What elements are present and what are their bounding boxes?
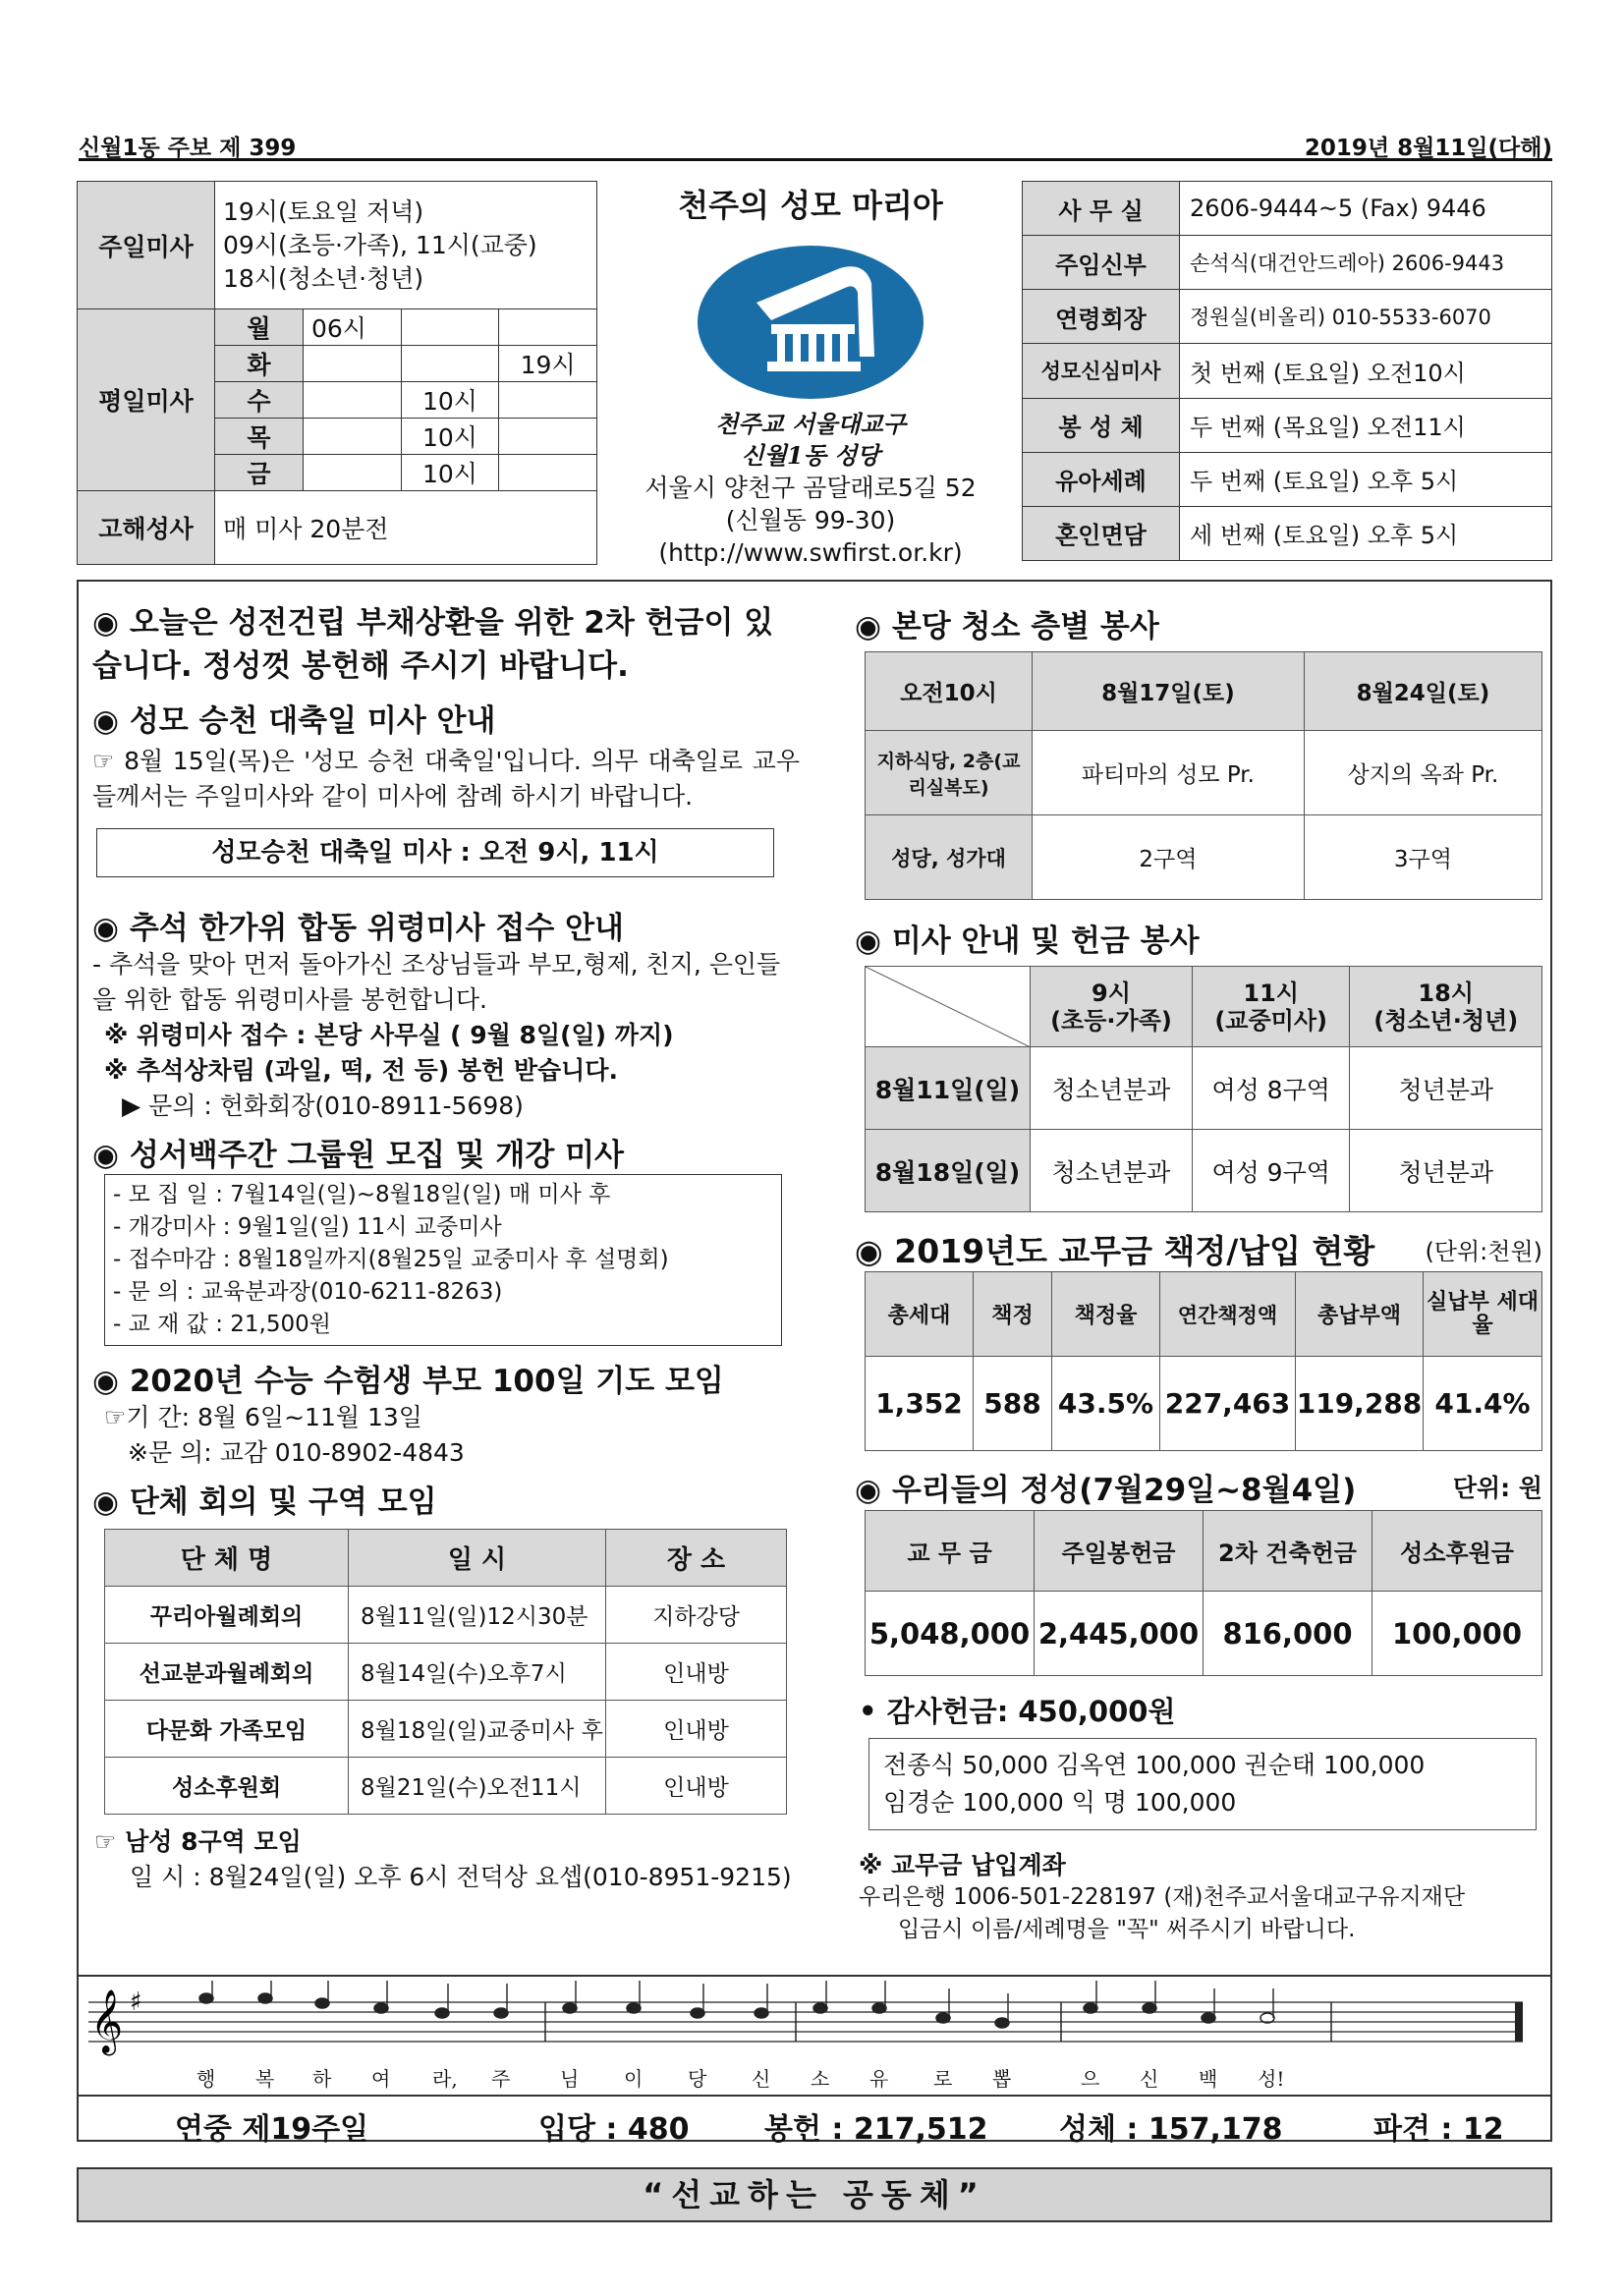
bible-line: - 교 재 값 : 21,500원 bbox=[113, 1312, 331, 1337]
lyric-syllable: 님 bbox=[560, 2067, 580, 2091]
dues-row bbox=[866, 1357, 1542, 1451]
sincere-header: 성소후원금 bbox=[1372, 1511, 1542, 1592]
note-head bbox=[494, 2008, 508, 2018]
confession-label: 고해성사 bbox=[78, 491, 215, 565]
weekday-name: 목 bbox=[215, 419, 304, 455]
offering-row bbox=[866, 1047, 1542, 1130]
chuseok-note: ※ 위령미사 접수 : 본당 사무실 ( 9월 8일(일) 까지) bbox=[104, 1021, 674, 1049]
bible-box bbox=[104, 1174, 782, 1346]
logo-text: 천주교 서울대교구 bbox=[715, 410, 906, 438]
sincere-row bbox=[866, 1592, 1542, 1676]
lyric-syllable: 백 bbox=[1199, 2067, 1218, 2091]
right-column bbox=[855, 601, 1542, 1946]
account-line: 우리은행 1006-501-228197 (재)천주교서울대교구유지재단 bbox=[859, 1884, 1466, 1910]
lyric-syllable: 신 bbox=[1140, 2067, 1159, 2091]
note-head bbox=[563, 2003, 577, 2013]
sunday-mass-times bbox=[215, 182, 597, 309]
note-head bbox=[691, 2008, 704, 2018]
exam-line: ※문 의: 교감 010-8902-4843 bbox=[128, 1438, 465, 1467]
sincere-header: 2차 건축헌금 bbox=[1204, 1511, 1372, 1592]
confession-time: 매 미사 20분전 bbox=[215, 491, 597, 565]
dues-value: 43.5% bbox=[1052, 1357, 1160, 1451]
dismissal-hymn: 파견 : 12 bbox=[1373, 2112, 1504, 2147]
sincere-header: 주일봉헌금 bbox=[1035, 1511, 1204, 1592]
lyric-syllable: 성! bbox=[1258, 2067, 1285, 2091]
offering-group: 청소년분과 bbox=[1031, 1047, 1193, 1130]
chuseok-note: ※ 추석상차림 (과일, 떡, 전 등) 봉헌 받습니다. bbox=[104, 1056, 618, 1085]
info-label: 봉 성 체 bbox=[1023, 398, 1180, 452]
cleaning-area: 성당, 성가대 bbox=[866, 815, 1033, 900]
dues-table bbox=[865, 1271, 1542, 1451]
weekday-time bbox=[499, 382, 597, 419]
groups-row bbox=[105, 1644, 787, 1701]
group-time: 8월21일(수)오전11시 bbox=[349, 1758, 606, 1815]
thanks-line: 전종식 50,000 김옥연 100,000 권순태 100,000 bbox=[883, 1751, 1426, 1779]
offering-header: 9시 (초등·가족) bbox=[1031, 967, 1193, 1047]
assumption-title: ◉ 성모 승천 대축일 미사 안내 bbox=[92, 703, 496, 739]
bible-line: - 모 집 일 : 7월14일(일)~8월18일(일) 매 미사 후 bbox=[113, 1182, 611, 1207]
weekday-name: 금 bbox=[215, 455, 304, 491]
thanks-title: • 감사헌금: 450,000원 bbox=[859, 1695, 1176, 1728]
dues-value: 588 bbox=[974, 1357, 1052, 1451]
lyric-syllable: 주 bbox=[491, 2067, 511, 2091]
lyric-syllable: 하 bbox=[312, 2067, 332, 2091]
parish-logo-block bbox=[604, 181, 1017, 567]
cleaning-group: 상지의 옥좌 Pr. bbox=[1304, 731, 1541, 815]
offering-group: 여성 8구역 bbox=[1192, 1047, 1350, 1130]
offering-group: 청년분과 bbox=[1350, 1047, 1542, 1130]
group-time: 8월18일(일)교중미사 후 bbox=[349, 1701, 606, 1758]
note-head bbox=[1084, 2003, 1097, 2013]
address-line: 서울시 양천구 곰달래로5길 52 bbox=[644, 474, 977, 502]
communion-hymn: 성체 : 157,178 bbox=[1059, 2112, 1283, 2147]
bulletin-header bbox=[79, 126, 1552, 161]
weekday-time bbox=[304, 455, 402, 491]
sunday-line: 19시(토요일 저녁) bbox=[223, 196, 424, 226]
offering-corner bbox=[866, 967, 1031, 1047]
exam-title: ◉ 2020년 수능 수험생 부모 100일 기도 모임 bbox=[92, 1364, 724, 1399]
group-time: 8월11일(일)12시30분 bbox=[349, 1587, 606, 1644]
info-label: 성모신심미사 bbox=[1023, 344, 1180, 398]
bulletin-date: 2019년 8월11일(다해) bbox=[1304, 136, 1552, 161]
weekday-time bbox=[304, 346, 402, 382]
group-name: 선교분과월례회의 bbox=[105, 1644, 349, 1701]
men-group-title: ☞ 남성 8구역 모임 bbox=[94, 1827, 302, 1856]
weekday-time bbox=[499, 309, 597, 346]
dues-header: 실납부 세대율 bbox=[1424, 1272, 1542, 1357]
bulletin-issue: 신월1동 주보 제 399 bbox=[79, 136, 297, 161]
weekday-time: 10시 bbox=[401, 382, 499, 419]
note-head bbox=[936, 2013, 950, 2023]
info-label: 연령회장 bbox=[1023, 290, 1180, 344]
groups-header: 단 체 명 bbox=[105, 1530, 349, 1587]
offering-header: 18시 (청소년·청년) bbox=[1350, 967, 1542, 1047]
thanks-box bbox=[868, 1738, 1537, 1830]
liturgy-footer bbox=[77, 2095, 1552, 2146]
info-value: 두 번째 (목요일) 오전11시 bbox=[1180, 398, 1552, 452]
account-title: ※ 교무금 납입계좌 bbox=[859, 1851, 1066, 1879]
mass-schedule-table bbox=[77, 181, 597, 565]
lyric-syllable: 복 bbox=[255, 2067, 275, 2091]
dues-value: 119,288 bbox=[1296, 1357, 1424, 1451]
weekday-mass-label: 평일미사 bbox=[78, 309, 215, 491]
info-value: 손석식(대건안드레아) 2606-9443 bbox=[1180, 236, 1552, 290]
chuseok-contact: ▶ 문의 : 헌화회장(010-8911-5698) bbox=[122, 1092, 524, 1120]
note-head bbox=[872, 2003, 886, 2013]
group-place: 지하강당 bbox=[606, 1587, 787, 1644]
offertory-hymn: 봉헌 : 217,512 bbox=[764, 2112, 988, 2147]
note-head bbox=[995, 2018, 1009, 2028]
info-value: 첫 번째 (토요일) 오전10시 bbox=[1180, 344, 1552, 398]
lyric-syllable: 여 bbox=[371, 2067, 391, 2091]
chuseok-title: ◉ 추석 한가위 합동 위령미사 접수 안내 bbox=[92, 911, 624, 946]
address-line: (신월동 99-30) bbox=[725, 506, 896, 534]
groups-table bbox=[104, 1529, 787, 1815]
cleaning-title: ◉ 본당 청소 층별 봉사 bbox=[855, 609, 1159, 644]
lyric-syllable: 이 bbox=[624, 2067, 644, 2091]
thanks-line: 임경순 100,000 익 명 100,000 bbox=[883, 1788, 1237, 1817]
parish-address bbox=[604, 472, 1017, 569]
offering-date: 8월11일(일) bbox=[866, 1047, 1031, 1130]
sincere-value: 816,000 bbox=[1204, 1592, 1372, 1676]
weekday-name: 수 bbox=[215, 382, 304, 419]
offering-row bbox=[866, 1130, 1542, 1212]
info-label: 사 무 실 bbox=[1023, 182, 1180, 236]
info-value: 세 번째 (토요일) 오후 5시 bbox=[1180, 506, 1552, 560]
weekday-name: 화 bbox=[215, 346, 304, 382]
dues-header: 책정 bbox=[974, 1272, 1052, 1357]
dues-header: 책정율 bbox=[1052, 1272, 1160, 1357]
weekday-time: 10시 bbox=[401, 455, 499, 491]
bible-line: - 문 의 : 교육분과장(010-6211-8263) bbox=[113, 1279, 503, 1305]
weekday-name: 월 bbox=[215, 309, 304, 346]
group-name: 성소후원회 bbox=[105, 1758, 349, 1815]
weekday-time: 19시 bbox=[499, 346, 597, 382]
cleaning-header: 8월24일(토) bbox=[1304, 652, 1541, 731]
parish-motto: “선교하는 공동체” bbox=[77, 2167, 1552, 2222]
sunday-mass-label: 주일미사 bbox=[78, 182, 215, 309]
logo-text: 신월1동 성당 bbox=[741, 441, 880, 470]
note-head bbox=[627, 2003, 641, 2013]
info-label: 혼인면담 bbox=[1023, 506, 1180, 560]
diagonal-line-icon bbox=[866, 967, 1031, 1047]
note-head bbox=[1202, 2013, 1215, 2023]
weekday-time bbox=[499, 455, 597, 491]
offering-group: 청년분과 bbox=[1350, 1130, 1542, 1212]
dues-header: 총세대 bbox=[866, 1272, 974, 1357]
sincere-table bbox=[865, 1510, 1542, 1676]
offering-group: 청소년분과 bbox=[1031, 1130, 1193, 1212]
men-group-body: 일 시 : 8월24일(일) 오후 6시 전덕상 요셉(010-8951-9215) bbox=[130, 1863, 792, 1891]
cleaning-table bbox=[865, 651, 1542, 900]
dues-title-row bbox=[855, 1226, 1542, 1270]
account-line: 입금시 이름/세례명을 "꼭" 써주시기 바랍니다. bbox=[898, 1917, 1356, 1942]
groups-title: ◉ 단체 회의 및 구역 모임 bbox=[92, 1484, 437, 1520]
bible-line: - 개강미사 : 9월1일(일) 11시 교중미사 bbox=[113, 1214, 502, 1240]
offering-title: ◉ 미사 안내 및 헌금 봉사 bbox=[855, 924, 1200, 959]
cleaning-group: 파티마의 성모 Pr. bbox=[1033, 731, 1305, 815]
note-head bbox=[1143, 2003, 1156, 2013]
entrance-hymn: 입당 : 480 bbox=[538, 2112, 690, 2147]
parish-patron: 천주의 성모 마리아 bbox=[678, 187, 943, 224]
note-head bbox=[374, 2003, 388, 2013]
sincere-header: 교 무 금 bbox=[866, 1511, 1035, 1592]
info-label: 주임신부 bbox=[1023, 236, 1180, 290]
weekday-time bbox=[499, 419, 597, 455]
final-barline bbox=[1515, 2002, 1523, 2042]
group-name: 꾸리아월례회의 bbox=[105, 1587, 349, 1644]
group-time: 8월14일(수)오후7시 bbox=[349, 1644, 606, 1701]
parish-logo-icon bbox=[693, 234, 928, 401]
sincere-title-row bbox=[855, 1465, 1542, 1508]
note-head bbox=[435, 2008, 449, 2018]
group-place: 인내방 bbox=[606, 1758, 787, 1815]
offering-header: 11시 (교중미사) bbox=[1192, 967, 1350, 1047]
dues-unit: (단위:천원) bbox=[1425, 1238, 1542, 1265]
group-name: 다문화 가족모임 bbox=[105, 1701, 349, 1758]
lyric-syllable: 행 bbox=[196, 2067, 216, 2091]
music-staff bbox=[79, 1975, 1550, 2095]
lyric-syllable: 라, bbox=[432, 2067, 458, 2091]
bible-title: ◉ 성서백주간 그룹원 모집 및 개강 미사 bbox=[92, 1138, 624, 1173]
lyric-syllable: 로 bbox=[933, 2067, 953, 2091]
groups-header: 장 소 bbox=[606, 1530, 787, 1587]
note-head bbox=[258, 1993, 272, 2003]
note-head bbox=[813, 2003, 827, 2013]
cleaning-group: 3구역 bbox=[1304, 815, 1541, 900]
info-value: 2606-9444~5 (Fax) 9446 bbox=[1180, 182, 1552, 236]
note-head bbox=[199, 1993, 213, 2003]
offering-date: 8월18일(일) bbox=[866, 1130, 1031, 1212]
liturgical-week: 연중 제19주일 bbox=[175, 2112, 369, 2147]
dues-value: 227,463 bbox=[1160, 1357, 1296, 1451]
staff-notation-icon bbox=[79, 1981, 1550, 2069]
dues-value: 41.4% bbox=[1424, 1357, 1542, 1451]
lyric-syllable: 신 bbox=[752, 2067, 771, 2091]
cleaning-header: 8월17일(토) bbox=[1033, 652, 1305, 731]
weekday-time: 06시 bbox=[304, 309, 402, 346]
weekday-time bbox=[401, 346, 499, 382]
lyric-syllable: 당 bbox=[688, 2067, 707, 2091]
group-place: 인내방 bbox=[606, 1644, 787, 1701]
lyric-syllable: 뽑 bbox=[992, 2067, 1012, 2091]
assumption-body: ☞ 8월 15일(목)은 '성모 승천 대축일'입니다. 의무 대축일로 교우들께서는 주일미사와 같이 미사에 참례 하시기 바랍니다. bbox=[92, 747, 800, 811]
sunday-line: 09시(초등·가족), 11시(교중) bbox=[223, 230, 537, 259]
offering-table bbox=[865, 966, 1542, 1212]
assumption-mass-box: 성모승천 대축일 미사 : 오전 9시, 11시 bbox=[96, 828, 774, 877]
groups-row bbox=[105, 1701, 787, 1758]
chuseok-body: - 추석을 맞아 먼저 돌아가신 조상님들과 부모,형제, 친지, 은인들을 위한 합동 위령미사를 봉헌합니다. bbox=[92, 950, 781, 1014]
cleaning-group: 2구역 bbox=[1033, 815, 1305, 900]
sharp-icon: ♯ bbox=[130, 1988, 142, 2017]
sincere-value: 100,000 bbox=[1372, 1592, 1542, 1676]
dues-title: ◉ 2019년도 교무금 책정/납입 현황 bbox=[855, 1232, 1375, 1270]
parish-website[interactable]: (http://www.swfirst.or.kr) bbox=[658, 538, 963, 567]
construction-notice: ◉ 오늘은 성전건립 부채상환을 위한 2차 헌금이 있습니다. 정성껏 봉헌해 주시기 바랍니다. bbox=[92, 605, 774, 684]
weekday-time: 10시 bbox=[401, 419, 499, 455]
dues-value: 1,352 bbox=[866, 1357, 974, 1451]
sincere-value: 2,445,000 bbox=[1035, 1592, 1204, 1676]
groups-row bbox=[105, 1758, 787, 1815]
offering-group: 여성 9구역 bbox=[1192, 1130, 1350, 1212]
sincere-value: 5,048,000 bbox=[866, 1592, 1035, 1676]
exam-line: ☞기 간: 8월 6일~11월 13일 bbox=[104, 1403, 422, 1431]
info-value: 두 번째 (토요일) 오후 5시 bbox=[1180, 452, 1552, 506]
groups-row bbox=[105, 1587, 787, 1644]
lyric-syllable: 유 bbox=[869, 2067, 889, 2091]
sincere-unit: 단위: 원 bbox=[1452, 1474, 1542, 1502]
dues-header: 총납부액 bbox=[1296, 1272, 1424, 1357]
groups-header: 일 시 bbox=[349, 1530, 606, 1587]
lyric-syllable: 소 bbox=[811, 2067, 830, 2091]
lyric-syllable: 으 bbox=[1081, 2067, 1100, 2091]
dues-header: 연간책정액 bbox=[1160, 1272, 1296, 1357]
cleaning-area: 지하식당, 2층(교리실복도) bbox=[866, 731, 1033, 815]
weekday-time bbox=[304, 419, 402, 455]
cleaning-header: 오전10시 bbox=[866, 652, 1033, 731]
bible-line: - 접수마감 : 8월18일까지(8월25일 교중미사 후 설명회) bbox=[113, 1247, 669, 1272]
note-head bbox=[755, 2008, 768, 2018]
logo-signature bbox=[604, 409, 1017, 472]
sunday-line: 18시(청소년·청년) bbox=[223, 263, 424, 293]
group-place: 인내방 bbox=[606, 1701, 787, 1758]
treble-clef-icon: 𝄞 bbox=[90, 1989, 124, 2053]
info-label: 유아세례 bbox=[1023, 452, 1180, 506]
lyrics-row bbox=[79, 2063, 1550, 2091]
info-value: 정원실(비올리) 010-5533-6070 bbox=[1180, 290, 1552, 344]
note-head bbox=[315, 1998, 329, 2008]
weekday-time bbox=[304, 382, 402, 419]
parish-info-table bbox=[1022, 181, 1552, 561]
cleaning-row bbox=[866, 815, 1542, 900]
weekday-time bbox=[401, 309, 499, 346]
sincere-title: ◉ 우리들의 정성(7월29일~8월4일) bbox=[855, 1473, 1357, 1508]
left-column bbox=[92, 601, 800, 1895]
cleaning-row bbox=[866, 731, 1542, 815]
